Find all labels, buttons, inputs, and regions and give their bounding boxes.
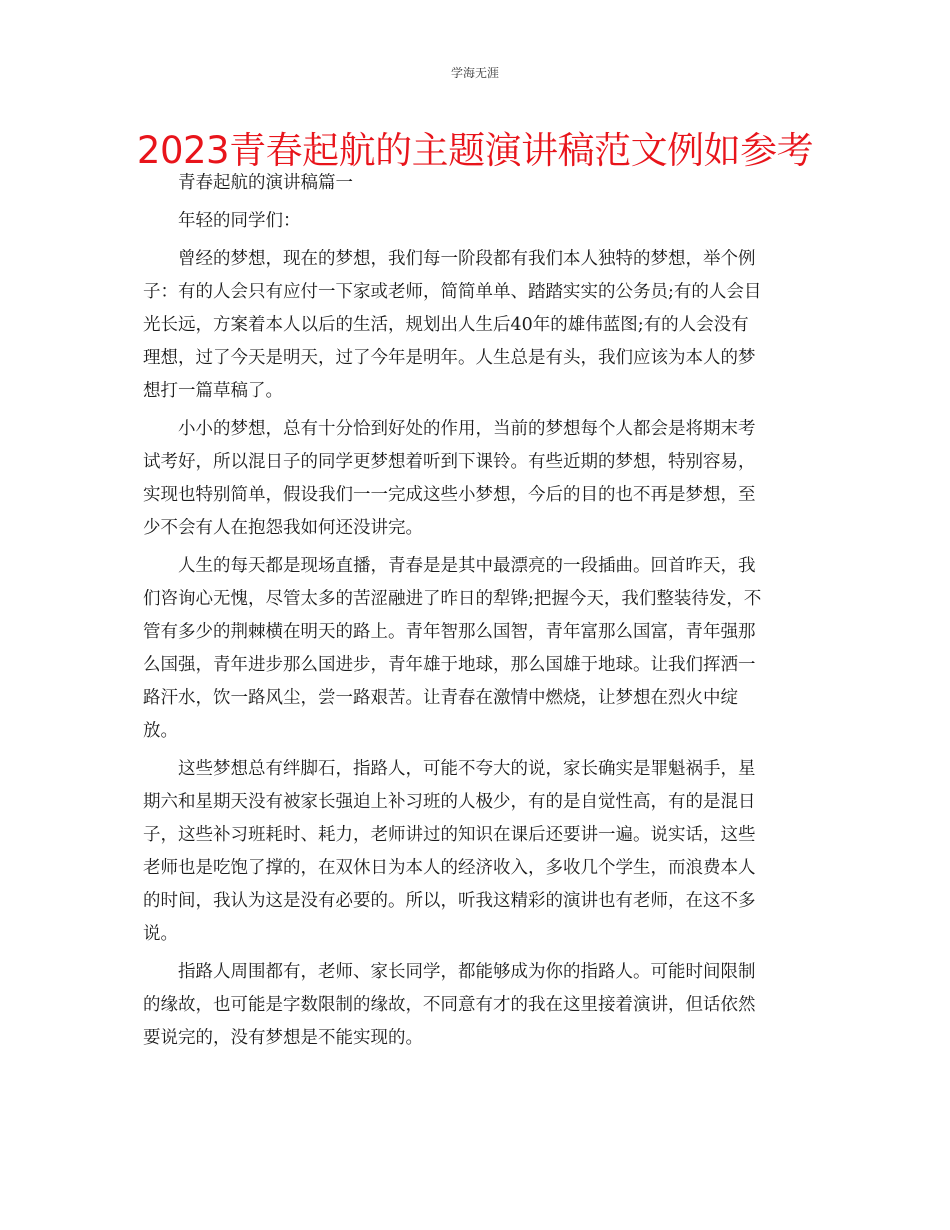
paragraph-line: 指路人周围都有，老师、家长同学，都能够成为你的指路人。可能时间限制 xyxy=(178,962,756,982)
paragraph-line: 放。 xyxy=(143,721,178,741)
paragraph-line: 子，这些补习班耗时、耗力，老师讲过的知识在课后还要讲一遍。说实话，这些 xyxy=(143,825,756,845)
paragraphs xyxy=(143,243,803,1060)
paragraph-line: 的缘故，也可能是字数限制的缘故，不同意有才的我在这里接着演讲，但话依然 xyxy=(143,995,756,1015)
paragraph-line: 们咨询心无愧，尽管太多的苦涩融进了昨日的犁铧;把握今天，我们整装待发，不 xyxy=(143,589,762,609)
paragraph-line: 少不会有人在抱怨我如何还没讲完。 xyxy=(143,518,423,538)
document-title: 2023青春起航的主题演讲稿范文例如参考 xyxy=(136,129,814,172)
paragraph-line: 管有多少的荆棘横在明天的路上。青年智那么国智，青年富那么国富，青年强那 xyxy=(143,622,756,642)
paragraph-line: 要说完的，没有梦想是不能实现的。 xyxy=(143,1028,423,1048)
paragraph-line: 理想，过了今天是明天，过了今年是明年。人生总是有头，我们应该为本人的梦 xyxy=(143,348,756,368)
greeting: 年轻的同学们： xyxy=(178,211,301,231)
paragraph-line: 曾经的梦想，现在的梦想，我们每一阶段都有我们本人独特的梦想，举个例 xyxy=(178,249,756,269)
paragraph xyxy=(143,243,803,408)
paragraph-line: 光长远，方案着本人以后的生活，规划出人生后40年的雄伟蓝图;有的人会没有 xyxy=(143,315,749,335)
document-body xyxy=(143,167,803,1060)
paragraph-line: 期六和星期天没有被家长强迫上补习班的人极少，有的是自觉性高，有的是混日 xyxy=(143,792,756,812)
paragraph xyxy=(143,753,803,951)
paragraph-line: 路汗水，饮一路风尘，尝一路艰苦。让青春在激情中燃烧，让梦想在烈火中绽 xyxy=(143,688,738,708)
paragraph-line: 么国强，青年进步那么国进步，青年雄于地球，那么国雄于地球。让我们挥洒一 xyxy=(143,655,756,675)
paragraph-line: 说。 xyxy=(143,924,178,944)
paragraph xyxy=(143,956,803,1055)
page-header: 学海无涯 xyxy=(450,66,499,80)
paragraph-line: 子：有的人会只有应付一下家或老师，简简单单、踏踏实实的公务员;有的人会目 xyxy=(143,282,762,302)
paragraph-line: 试考好，所以混日子的同学更梦想着听到下课铃。有些近期的梦想，特别容易， xyxy=(143,452,756,472)
paragraph xyxy=(143,413,803,545)
paragraph-line: 这些梦想总有绊脚石，指路人，可能不夸大的说，家长确实是罪魁祸手，星 xyxy=(178,759,756,779)
paragraph xyxy=(143,550,803,748)
paragraph-line: 人生的每天都是现场直播，青春是是其中最漂亮的一段插曲。回首昨天，我 xyxy=(178,556,756,576)
paragraph-line: 老师也是吃饱了撑的，在双休日为本人的经济收入，多收几个学生，而浪费本人 xyxy=(143,858,756,878)
paragraph-line: 的时间，我认为这是没有必要的。所以，听我这精彩的演讲也有老师，在这不多 xyxy=(143,891,756,911)
paragraph-line: 实现也特别简单，假设我们一一完成这些小梦想，今后的目的也不再是梦想，至 xyxy=(143,485,756,505)
paragraph-line: 想打一篇草稿了。 xyxy=(143,381,283,401)
paragraph-line: 小小的梦想，总有十分恰到好处的作用，当前的梦想每个人都会是将期末考 xyxy=(178,419,756,439)
section-subtitle: 青春起航的演讲稿篇一 xyxy=(178,173,353,193)
